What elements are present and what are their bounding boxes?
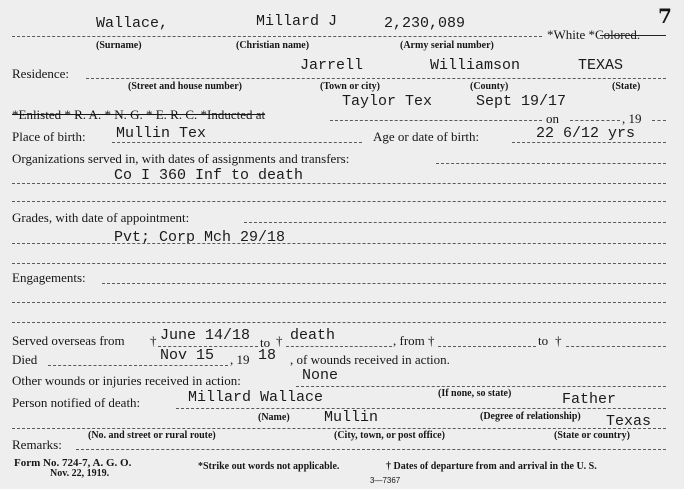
surname-caption: (Surname) <box>96 40 142 51</box>
surname-value: Wallace, <box>96 15 169 32</box>
notified-state-value: Texas <box>606 413 652 430</box>
colored-strike <box>600 35 666 36</box>
died-date-value: Nov 15 <box>160 347 215 364</box>
died-suffix: , of wounds received in action. <box>290 352 450 367</box>
age-label: Age or date of birth: <box>373 129 480 144</box>
organizations-label: Organizations served in, with dates of assignments and transfers: <box>12 151 350 166</box>
enlisted-strike-text: *Enlisted * R. A. * N. G. * E. R. C. *Inducted at <box>12 107 266 122</box>
christian-name-caption: (Christian name) <box>236 40 310 51</box>
residence-state-value: TEXAS <box>578 57 624 74</box>
induction-date-value: Sept 19/17 <box>476 93 567 110</box>
grades-label: Grades, with date of appointment: <box>12 210 190 225</box>
organizations-line-2 <box>12 183 666 184</box>
form-date: Nov. 22, 1919. <box>50 468 110 479</box>
induction-prefix <box>12 108 265 121</box>
overseas-label: Served overseas from <box>12 333 125 348</box>
dagger-note: † Dates of departure from and arrival in the U. S. <box>386 461 597 472</box>
overseas-dagger-4: † <box>555 333 562 348</box>
age-line <box>512 142 666 143</box>
induction-on-label: on <box>546 111 559 126</box>
birth-place-value: Mullin Tex <box>116 125 207 142</box>
overseas-dagger-1: † <box>150 333 157 348</box>
died-year-prefix: , 19 <box>230 352 250 367</box>
name-line <box>12 36 542 37</box>
overseas-to2-label: to <box>538 333 549 348</box>
corner-number: 7 <box>658 4 672 28</box>
grades-line-2 <box>12 243 666 244</box>
serial-caption: (Army serial number) <box>400 40 494 51</box>
overseas-from2-line <box>438 346 536 347</box>
overseas-dagger-2: † <box>276 333 283 348</box>
notified-address-line <box>12 428 666 429</box>
induction-year-line <box>652 120 666 121</box>
state-caption: (State) <box>612 81 641 92</box>
overseas-to-label: to <box>260 335 271 350</box>
overseas-from-value: June 14/18 <box>160 327 251 344</box>
notified-line <box>176 408 666 409</box>
remarks-label: Remarks: <box>12 437 62 452</box>
overseas-dagger-3: † <box>428 333 435 348</box>
residence-town-value: Jarrell <box>300 57 364 74</box>
engagements-label: Engagements: <box>12 270 86 285</box>
notified-street-caption: (No. and street or rural route) <box>88 430 216 441</box>
engagements-line-1 <box>102 283 666 284</box>
overseas-to-value: death <box>290 327 336 344</box>
engagements-line-2 <box>12 302 666 303</box>
notified-city-value: Mullin <box>324 409 379 426</box>
died-date-line <box>48 365 228 366</box>
residence-label: Residence: <box>12 66 70 81</box>
remarks-line <box>76 449 666 450</box>
notified-name-value: Millard Wallace <box>188 389 324 406</box>
wounds-caption: (If none, so state) <box>438 388 512 399</box>
residence-line <box>86 78 666 79</box>
notified-state-caption: (State or country) <box>554 430 630 441</box>
race-options-text: *White *Colored. <box>547 27 641 42</box>
induction-year-label: , 19 <box>622 111 642 126</box>
birth-place-label: Place of birth: <box>12 129 86 144</box>
grades-value: Pvt; Corp Mch 29/18 <box>114 229 286 246</box>
county-caption: (County) <box>470 81 509 92</box>
notified-label: Person notified of death: <box>12 395 141 410</box>
relationship-caption: (Degree of relationship) <box>480 411 581 422</box>
engagements-line-3 <box>12 322 666 323</box>
organizations-line-1 <box>436 163 666 164</box>
organizations-line-3 <box>12 201 666 202</box>
age-value: 22 6/12 yrs <box>536 125 636 142</box>
notified-name-caption: (Name) <box>258 412 290 423</box>
notified-relationship-value: Father <box>562 391 617 408</box>
grades-line-1 <box>244 222 666 223</box>
overseas-from2-label: , from <box>393 333 425 348</box>
overseas-to2-line <box>566 346 666 347</box>
wounds-label: Other wounds or injuries received in action: <box>12 373 241 388</box>
print-code: 3—7367 <box>370 476 401 485</box>
strike-note: *Strike out words not applicable. <box>198 461 340 472</box>
serial-number-value: 2,230,089 <box>384 15 466 32</box>
induction-place-value: Taylor Tex <box>342 93 433 110</box>
grades-line-3 <box>12 263 666 264</box>
organizations-value: Co I 360 Inf to death <box>114 167 304 184</box>
notified-city-caption: (City, town, or post office) <box>334 430 445 441</box>
died-year-value: 18 <box>258 347 277 364</box>
town-caption: (Town or city) <box>320 81 380 92</box>
christian-name-value: Millard J <box>256 13 338 30</box>
overseas-to-line <box>286 346 392 347</box>
residence-county-value: Williamson <box>430 57 521 74</box>
birth-place-line <box>112 142 362 143</box>
died-label: Died <box>12 352 38 367</box>
wounds-value: None <box>302 367 339 384</box>
street-caption: (Street and house number) <box>128 81 242 92</box>
form-number: Form No. 724-7, A. G. O. <box>14 457 132 469</box>
induction-place-line <box>330 120 542 121</box>
induction-date-line <box>570 120 620 121</box>
wounds-line <box>296 386 666 387</box>
